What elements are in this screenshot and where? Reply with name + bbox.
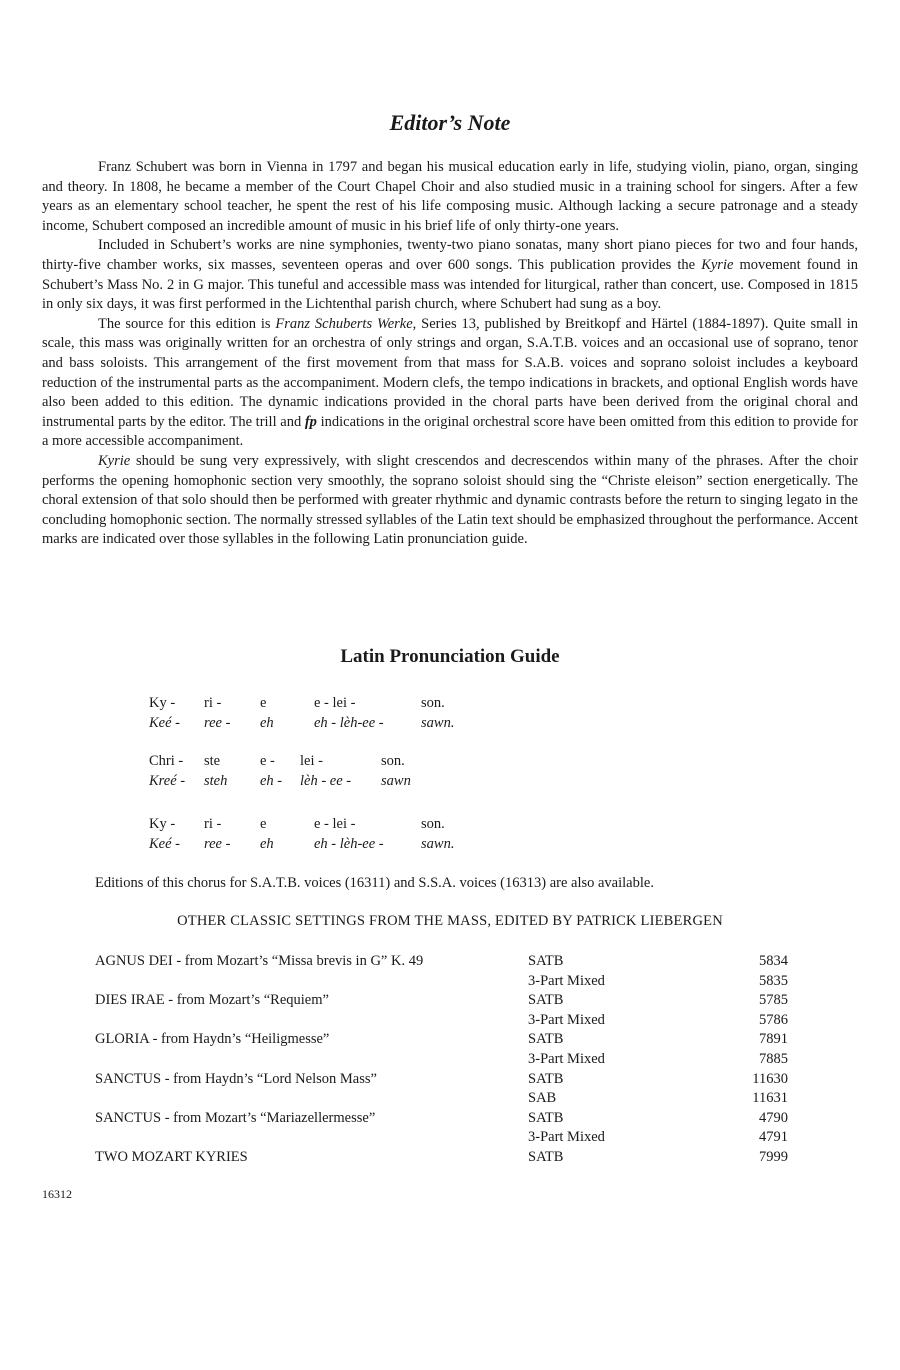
paragraph-text: movement found in Schubert’s Mass No. 2 in G major. This tuneful and accessible mass was intended for liturgical, rather than concert, use. Composed in 1815 in only six days, it was first performed in the Lichtenthal parish church, where Schubert had sung as a boy. xyxy=(42,256,858,313)
setting-voicing: SAB xyxy=(528,1090,557,1107)
emphasized-text: Kyrie xyxy=(98,452,131,469)
setting-number: 7885 xyxy=(759,1050,788,1067)
setting-row xyxy=(95,1051,795,1071)
editors-note-body xyxy=(42,158,858,550)
setting-title: GLORIA - from Haydn’s “Heiligmesse” xyxy=(95,1031,330,1048)
syllable: ree - xyxy=(204,715,231,731)
syllable: son. xyxy=(421,695,445,711)
setting-voicing: 3-Part Mixed xyxy=(528,972,605,989)
setting-voicing: 3-Part Mixed xyxy=(528,1011,605,1028)
syllable: eh - lèh-ee - xyxy=(314,836,384,852)
editions-note: Editions of this chorus for S.A.T.B. voices (16311) and S.S.A. voices (16313) are also available. xyxy=(95,875,654,891)
setting-title: DIES IRAE - from Mozart’s “Requiem” xyxy=(95,992,329,1009)
paragraph xyxy=(42,236,858,314)
setting-row xyxy=(95,1149,795,1169)
paragraph-text: Included in Schubert’s works are nine symphonies, twenty-two piano sonatas, many short piano pieces for two and four hands, thirty-five chamber works, six masses, seventeen operas and over 600 songs. This publication provides the xyxy=(42,237,858,273)
paragraph xyxy=(42,315,858,452)
syllable: e xyxy=(260,816,267,832)
syllable: Keé - xyxy=(149,836,180,852)
setting-title: TWO MOZART KYRIES xyxy=(95,1148,248,1165)
syllable: son. xyxy=(381,753,405,769)
setting-row xyxy=(95,1110,795,1130)
syllable: eh xyxy=(260,715,274,731)
syllable: Kreé - xyxy=(149,773,186,789)
setting-row xyxy=(95,992,795,1012)
setting-title: AGNUS DEI - from Mozart’s “Missa brevis in G” K. 49 xyxy=(95,953,424,969)
syllable: ste xyxy=(204,753,221,769)
syllable: e - lei - xyxy=(314,816,356,832)
syllable: lèh - ee - xyxy=(300,773,352,789)
setting-voicing: 3-Part Mixed xyxy=(528,1050,605,1067)
setting-number: 5835 xyxy=(759,972,788,989)
page-title: Editor’s Note xyxy=(389,110,511,135)
syllable: sawn xyxy=(381,773,411,789)
paragraph xyxy=(42,158,858,236)
setting-number: 11630 xyxy=(752,1070,788,1087)
emphasized-text: Franz Schuberts Werke xyxy=(275,315,413,332)
setting-row xyxy=(95,1071,795,1091)
syllable: eh - lèh-ee - xyxy=(314,715,384,731)
setting-row xyxy=(95,953,795,973)
syllable: eh xyxy=(260,836,274,852)
setting-voicing: SATB xyxy=(528,953,564,969)
setting-title: SANCTUS - from Mozart’s “Mariazellermesse” xyxy=(95,1109,376,1126)
syllable: Ky - xyxy=(149,695,176,711)
other-settings-title: OTHER CLASSIC SETTINGS FROM THE MASS, EDITED BY PATRICK LIEBERGEN xyxy=(177,913,723,929)
setting-row xyxy=(95,1012,795,1032)
syllable: Keé - xyxy=(149,715,180,731)
syllable: ri - xyxy=(204,816,222,832)
other-settings-list xyxy=(95,953,795,1169)
syllable: eh - xyxy=(260,773,283,789)
pronunciation-guide-title: Latin Pronunciation Guide xyxy=(340,646,560,667)
paragraph-text: should be sung very expressively, with slight crescendos and decrescendos within many of the phrases. After the choir performs the opening homophonic section very smoothly, the soprano soloist should sing the “Christe eleison” section energetically. The choral extension of that solo should then be performed with greater rhythmic and dynamic contrasts before the return to singing legato in the concluding homophonic section. The normally stressed syllables of the Latin text should be emphasized throughout the performance. Accent marks are indicated over those syllables in the following Latin pronunciation guide. xyxy=(42,452,858,548)
syllable: e xyxy=(260,695,267,711)
setting-voicing: 3-Part Mixed xyxy=(528,1129,605,1146)
setting-row xyxy=(95,1031,795,1051)
syllable: Chri - xyxy=(149,753,184,769)
setting-number: 11631 xyxy=(752,1090,788,1107)
setting-voicing: SATB xyxy=(528,1109,564,1126)
setting-number: 7891 xyxy=(759,1031,788,1048)
paragraph-text: indications in the original orchestral score have been omitted from this edition to provide for a more accessible accompaniment. xyxy=(42,413,858,450)
paragraph-text: Franz Schubert was born in Vienna in 1797 and began his musical education early in life, studying violin, piano, organ, singing and theory. In 1808, he became a member of the Court Chapel Choir and also studied music in a training school for singers. After a few years as an elementary school teacher, he spent the rest of his life composing music. Although lacking a secure patronage and a steady income, Schubert composed an incredible amount of music in his brief life of only thirty-one years. xyxy=(42,159,858,234)
syllable: e - lei - xyxy=(314,695,356,711)
syllable: sawn. xyxy=(421,836,455,852)
emphasized-text: fp xyxy=(304,413,317,430)
syllable: steh xyxy=(204,773,228,789)
setting-voicing: SATB xyxy=(528,1031,564,1048)
syllable: Ky - xyxy=(149,816,176,832)
syllable: sawn. xyxy=(421,715,455,731)
setting-number: 4791 xyxy=(759,1129,788,1146)
setting-number: 4790 xyxy=(759,1109,788,1126)
setting-voicing: SATB xyxy=(528,992,564,1009)
setting-number: 5785 xyxy=(759,992,788,1009)
paragraph xyxy=(42,452,858,550)
paragraph-text: , Series 13, published by Breitkopf and Härtel (1884-1897). Quite small in scale, this mass was originally written for an orchestra of only strings and organ, S.A.T.B. voices and an occasional use of soprano, tenor and bass soloists. This arrangement of the first movement from that mass for S.A.B. voices and soprano soloist includes a keyboard reduction of the instrumental parts as the accompaniment. Modern clefs, the tempo indications in brackets, and optional English words have also been added to this edition. The dynamic indications provided in the choral parts have been derived from the original choral and instrumental parts by the editor. The trill and xyxy=(42,315,859,430)
setting-number: 7999 xyxy=(759,1148,788,1165)
syllable: ree - xyxy=(204,836,231,852)
setting-row xyxy=(95,1129,795,1149)
setting-row xyxy=(95,1090,795,1110)
setting-number: 5834 xyxy=(759,953,788,969)
setting-voicing: SATB xyxy=(528,1148,564,1165)
setting-title: SANCTUS - from Haydn’s “Lord Nelson Mass” xyxy=(95,1070,377,1087)
paragraph-text: The source for this edition is xyxy=(98,315,276,332)
setting-voicing: SATB xyxy=(528,1070,564,1087)
syllable: e - xyxy=(260,753,275,769)
syllable: ri - xyxy=(204,695,222,711)
emphasized-text: Kyrie xyxy=(701,256,734,273)
syllable: lei - xyxy=(300,753,323,769)
catalog-number: 16312 xyxy=(42,1187,72,1201)
setting-number: 5786 xyxy=(759,1011,788,1028)
syllable: son. xyxy=(421,816,445,832)
setting-row xyxy=(95,973,795,993)
